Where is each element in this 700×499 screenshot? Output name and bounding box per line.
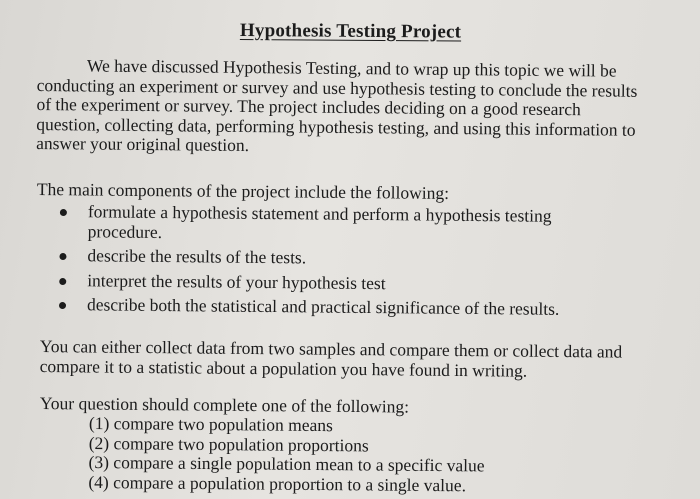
question-options-list — [88, 414, 485, 495]
list-item — [58, 202, 618, 246]
bullet-icon — [59, 278, 66, 285]
list-item: (1) compare two population means — [88, 413, 333, 436]
question-intro: Your question should complete one of the following: — [39, 393, 410, 417]
intro-paragraph: We have discussed Hypothesis Testing, and to wrap up this topic we will be conducting an experiment or survey and use hypothesis testing to conclude the results of the experiment or survey. The project includes deciding on a good research question, collecting data, performing hypothesis testing, and using this information to answer your original question. — [36, 55, 638, 156]
data-collection-paragraph: You can either collect data from two samples and compare them or collect data and compare it to a statistic about a population you have found in writing. — [39, 336, 623, 381]
list-item-text: interpret the results of your hypothesis test — [87, 269, 386, 293]
components-list — [57, 202, 618, 325]
components-intro: The main components of the project include the following: — [36, 179, 450, 203]
list-item-text: describe both the statistical and practical significance of the results. — [86, 294, 560, 319]
list-item: (2) compare two population proportions — [88, 432, 369, 455]
list-item-text: describe the results of the tests. — [87, 245, 307, 268]
list-item — [57, 246, 617, 271]
list-item: (3) compare a single population mean to a specific value — [88, 451, 485, 476]
list-item-text: formulate a hypothesis statement and perform a hypothesis testing procedure. — [87, 201, 552, 242]
list-item: (4) compare a population proportion to a single value. — [88, 471, 467, 495]
bullet-icon — [60, 209, 67, 216]
bullet-icon — [59, 302, 66, 309]
page-title: Hypothesis Testing Project — [239, 20, 462, 43]
list-item — [57, 270, 617, 295]
bullet-icon — [59, 253, 66, 260]
list-item — [57, 295, 617, 320]
